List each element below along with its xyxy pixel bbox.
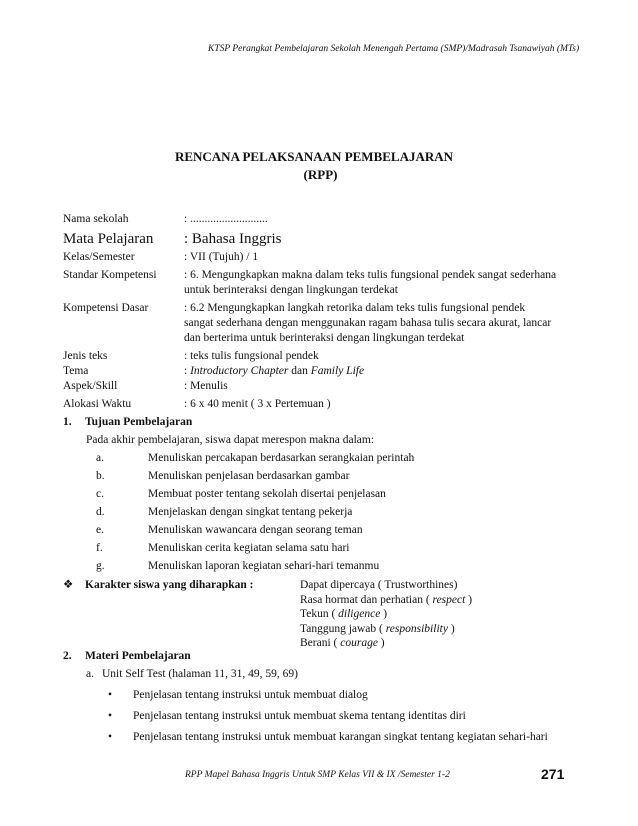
title-line-1: RENCANA PELAKSANAAN PEMBELAJARAN <box>174 149 454 164</box>
objective-letter: g. <box>96 560 105 572</box>
objective-text: Menjelaskan dengan singkat tentang pekerja <box>148 506 353 518</box>
value: : Menulis <box>184 380 228 392</box>
section-title: Tujuan Pembelajaran <box>85 416 193 428</box>
row-standar-kompetensi <box>63 268 573 298</box>
label: Alokasi Waktu <box>63 398 132 410</box>
karakter-label: Karakter siswa yang diharapkan : <box>85 579 254 591</box>
bullet-text: Penjelasan tentang instruksi untuk membuat dialog <box>133 689 368 701</box>
label: Nama sekolah <box>63 213 129 225</box>
objective-text: Menuliskan penjelasan berdasarkan gambar <box>148 470 350 482</box>
value-line-3: dan berterima untuk berinteraksi dengan lingkungan terdekat <box>184 332 465 344</box>
page-number: 271 <box>541 766 565 782</box>
objective-text: Menuliskan cerita kegiatan selama satu hari <box>148 542 350 554</box>
row-alokasi-waktu <box>63 397 573 412</box>
trait-english: respect <box>432 593 466 606</box>
row-tema <box>63 364 573 379</box>
sub-text: Unit Self Test (halaman 11, 31, 49, 59, 69) <box>102 668 298 680</box>
running-footer: RPP Mapel Bahasa Inggris Untuk SMP Kelas VII & IX /Semester 1-2 <box>185 770 450 780</box>
objective-letter: b. <box>96 470 105 482</box>
karakter-trait <box>300 622 600 637</box>
materi-bullet-item <box>63 688 593 703</box>
objective-item <box>63 541 583 556</box>
bullet-dot-icon: • <box>108 689 113 701</box>
trait-english: responsibility <box>385 622 448 635</box>
label: Aspek/Skill <box>63 380 118 392</box>
identity-table <box>63 212 573 415</box>
row-nama-sekolah <box>63 212 573 227</box>
row-jenis-teks <box>63 349 573 364</box>
value <box>184 364 573 379</box>
value-line-1: : 6. Mengungkapkan makna dalam teks tulis fungsional pendek sangat sederhana <box>184 269 557 281</box>
label: Tema <box>63 365 89 377</box>
objective-item <box>63 505 583 520</box>
value <box>184 268 573 298</box>
value-line-1: : 6.2 Mengungkapkan langkah retorika dalam teks tulis fungsional pendek <box>184 302 526 314</box>
objective-text: Menuliskan percakapan berdasarkan serangkaian perintah <box>148 452 415 464</box>
value: : Bahasa Inggris <box>184 231 282 247</box>
trait-close: ) <box>377 637 385 649</box>
bullet-dot-icon: • <box>108 710 113 722</box>
row-mata-pelajaran <box>63 230 573 249</box>
value-line-2: sangat sederhana dengan menggunakan ragam bahasa tulis secara akurat, lancar <box>184 317 552 329</box>
trait-close: ) <box>380 608 388 620</box>
materi-bullet-item <box>63 730 593 745</box>
document-title <box>0 148 638 184</box>
bullet-dot-icon: • <box>108 731 113 743</box>
objective-text: Menuliskan wawancara dengan seorang teman <box>148 524 363 536</box>
sub-item <box>63 667 593 682</box>
label: Standar Kompetensi <box>63 269 157 281</box>
section-materi-pembelajaran <box>63 649 593 745</box>
materi-bullets <box>63 688 593 745</box>
value: : teks tulis fungsional pendek <box>184 350 319 362</box>
title-line-2: (RPP) <box>303 167 338 182</box>
section-title: Materi Pembelajaran <box>85 650 191 662</box>
tema-part-1: Introductory Chapter <box>190 365 289 377</box>
section-heading <box>63 415 583 430</box>
label: Kompetensi Dasar <box>63 302 149 314</box>
objective-letter: f. <box>96 542 103 554</box>
karakter-trait <box>300 593 600 608</box>
objective-letter: c. <box>96 488 104 500</box>
section-number: 1. <box>63 416 72 428</box>
running-header: KTSP Perangkat Pembelajaran Sekolah Menengah Pertama (SMP)/Madrasah Tsanawiyah (MTs) <box>208 44 580 54</box>
objective-item <box>63 487 583 502</box>
value: : 6 x 40 menit ( 3 x Pertemuan ) <box>184 398 331 410</box>
objective-item <box>63 469 583 484</box>
value: : VII (Tujuh) / 1 <box>184 251 259 263</box>
section-heading <box>63 649 593 664</box>
objective-item <box>63 451 583 466</box>
tema-prefix: : <box>184 365 191 377</box>
bullet-text: Penjelasan tentang instruksi untuk membuat skema tentang identitas diri <box>133 710 466 722</box>
objective-text: Membuat poster tentang sekolah disertai penjelasan <box>148 488 386 500</box>
section-intro: Pada akhir pembelajaran, siswa dapat merespon makna dalam: <box>86 434 375 446</box>
trait-close: ) <box>447 622 455 635</box>
karakter-traits <box>300 578 600 651</box>
trait-text: Dapat dipercaya ( Trustworthines) <box>300 579 458 591</box>
objective-letter: e. <box>96 524 104 536</box>
row-kelas-semester <box>63 250 573 265</box>
sub-letter: a. <box>86 668 94 680</box>
objective-letter: a. <box>96 452 104 464</box>
materi-bullet-item <box>63 709 593 724</box>
label: Jenis teks <box>63 350 108 362</box>
row-aspek-skill <box>63 379 573 394</box>
bullet-text: Penjelasan tentang instruksi untuk membuat karangan singkat tentang kegiatan sehari-hari <box>133 731 548 743</box>
karakter-trait <box>300 607 600 622</box>
trait-text: Berani ( <box>300 637 341 649</box>
tema-part-2: Family Life <box>310 365 365 377</box>
value-line-2: untuk berinteraksi dengan lingkungan terdekat <box>184 284 398 296</box>
row-kompetensi-dasar <box>63 301 573 346</box>
tema-middle: dan <box>288 365 311 377</box>
karakter-heading <box>63 578 253 593</box>
trait-english: diligence <box>338 608 381 620</box>
trait-text: Tanggung jawab ( <box>300 622 386 635</box>
objective-item <box>63 523 583 538</box>
objective-item <box>63 559 583 574</box>
value: : ........................... <box>184 213 268 225</box>
diamond-bullet-icon: ❖ <box>63 579 74 591</box>
trait-text: Tekun ( <box>300 608 339 620</box>
label: Kelas/Semester <box>63 251 135 263</box>
objective-text: Menuliskan laporan kegiatan sehari-hari temanmu <box>148 560 380 572</box>
label: Mata Pelajaran <box>63 231 154 247</box>
section-number: 2. <box>63 650 72 662</box>
section-tujuan-pembelajaran <box>63 415 583 574</box>
objectives-list <box>63 451 583 574</box>
karakter-trait <box>300 578 600 593</box>
value <box>184 301 573 346</box>
trait-text: Rasa hormat dan perhatian ( <box>300 593 433 606</box>
trait-close: ) <box>465 593 473 606</box>
trait-english: courage <box>340 637 378 649</box>
objective-letter: d. <box>96 506 105 518</box>
